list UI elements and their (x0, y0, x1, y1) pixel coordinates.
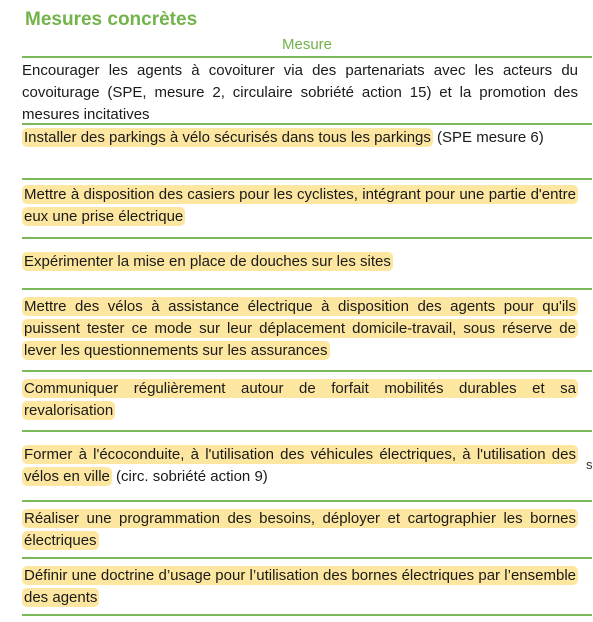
table-rule (22, 430, 592, 432)
highlighted-text: Former à l'écoconduite, à l'utilisation des véhicules électriques, à l'utilisation des vélos en ville (24, 446, 576, 485)
table-rule (22, 237, 592, 239)
highlighted-text: Communiquer régulièrement autour de forfait mobilités durables et sa revalorisation (24, 380, 576, 419)
table-row (22, 60, 578, 126)
plain-text: Encourager les agents à covoiturer via des partenariats avec les acteurs du covoiturage (SPE, mesure 2, circulaire sobriété action 15) et la promotion des mesures incitatives (22, 62, 578, 123)
highlighted-text: Expérimenter la mise en place de douches sur les sites (24, 253, 391, 270)
highlighted-text: Réaliser une programmation des besoins, déployer et cartographier les bornes électriques (24, 510, 576, 549)
highlighted-text: Installer des parkings à vélo sécurisés dans tous les parkings (24, 129, 431, 146)
table-rule (22, 614, 592, 616)
page-title: Mesures concrètes (25, 9, 198, 30)
highlighted-text: Définir une doctrine d’usage pour l’utilisation des bornes électriques par l’ensemble des agents (24, 567, 576, 606)
table-rule (22, 370, 592, 372)
table-rule (22, 123, 592, 125)
table-row (22, 565, 578, 609)
stray-character: s (586, 457, 593, 472)
column-header: Mesure (281, 36, 333, 53)
highlighted-text: Mettre des vélos à assistance électrique à disposition des agents pour qu'ils puissent tester ce mode sur leur déplacement domicile-travail, sous réserve de lever les questionnements sur les assurances (24, 298, 576, 359)
table-row (22, 127, 578, 149)
table-rule (22, 178, 592, 180)
table-row (22, 296, 578, 362)
table-rule (22, 288, 592, 290)
table-row (22, 508, 578, 552)
table-row (22, 251, 578, 273)
plain-text: (circ. sobriété action 9) (111, 468, 268, 485)
table-row (22, 378, 578, 422)
table-rule (22, 557, 592, 559)
table-row (22, 184, 578, 228)
table-row (22, 444, 578, 488)
table-rule (22, 500, 592, 502)
table-rule (22, 56, 592, 58)
highlighted-text: Mettre à disposition des casiers pour les cyclistes, intégrant pour une partie d'entre eux une prise électrique (24, 186, 576, 225)
plain-text: (SPE mesure 6) (432, 129, 544, 146)
